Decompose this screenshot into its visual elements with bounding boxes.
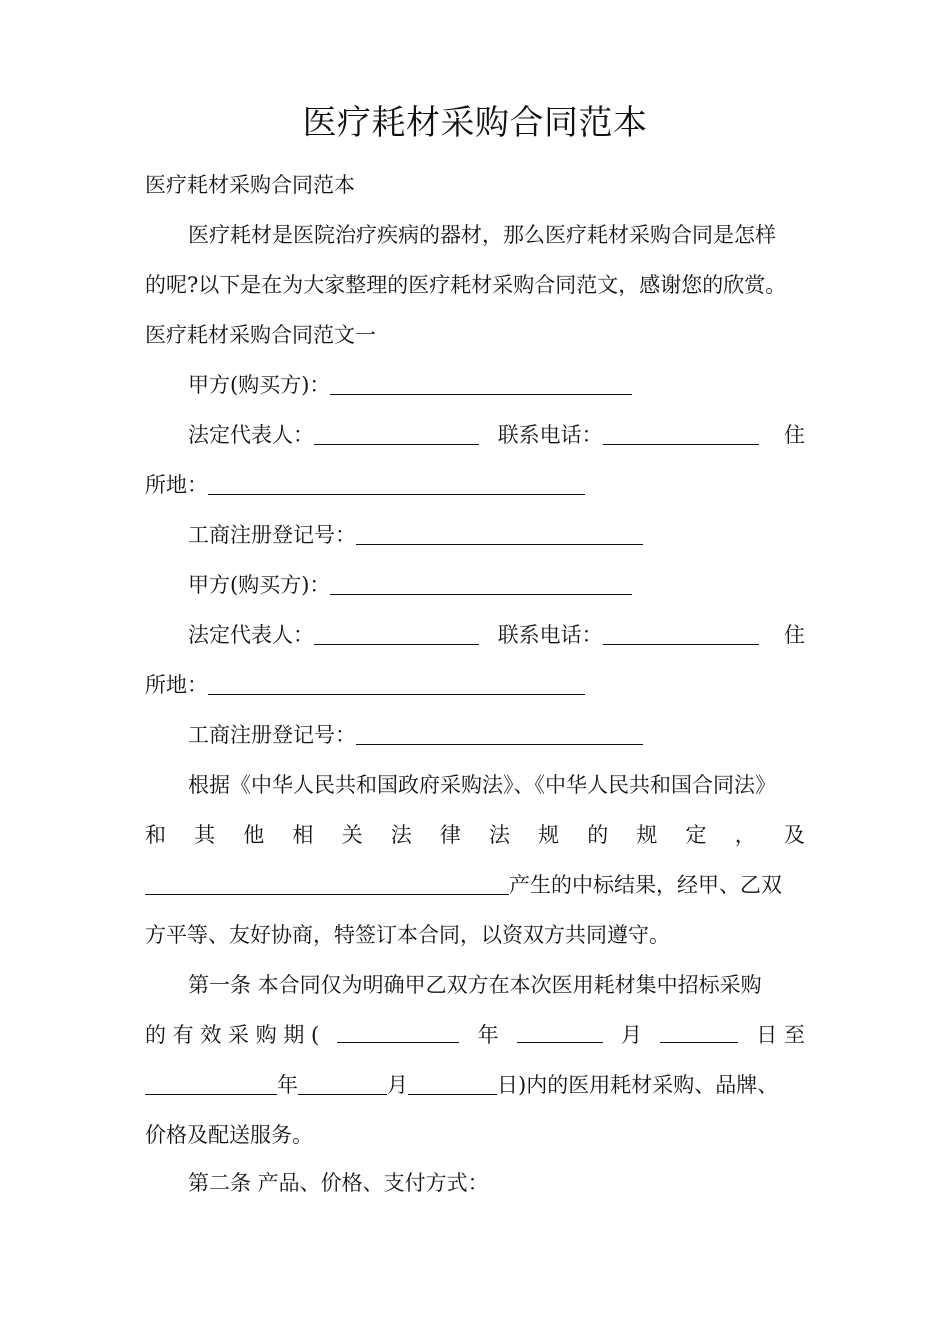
basis-line-1: 根据《中华人民共和国政府采购法》、《中华人民共和国合同法》 — [188, 773, 776, 797]
address-label: 所地： — [145, 673, 208, 697]
basis-char: 及 — [783, 823, 805, 847]
article-1-line-3-text: 日)内的医用耗材采购、品牌、 — [497, 1073, 779, 1097]
day-to-label: 日 至 — [756, 1023, 805, 1047]
article-2-line-1: 第二条 产品、价格、支付方式： — [188, 1171, 489, 1195]
basis-char: 法 — [488, 823, 510, 847]
legal-rep-blank — [314, 422, 479, 445]
reg-blank — [356, 522, 643, 545]
period-label: 的 有 效 采 购 期 ( — [145, 1023, 320, 1047]
basis-char: 相 — [292, 823, 314, 847]
basis-line-3 — [145, 870, 782, 900]
year-label: 年 — [277, 1073, 298, 1097]
buyer-row — [188, 570, 632, 600]
address-label: 所地： — [145, 473, 208, 497]
address-row — [145, 470, 585, 500]
reg-blank — [356, 722, 643, 745]
basis-char: 规 — [636, 823, 658, 847]
legal-rep-row — [188, 620, 805, 650]
basis-char: 法 — [390, 823, 412, 847]
basis-char: 律 — [439, 823, 461, 847]
month-label: 月 — [620, 1023, 642, 1047]
basis-line-3-text: 产生的中标结果，经甲、乙双 — [509, 873, 782, 897]
article-1-line-3 — [145, 1070, 778, 1100]
basis-char: 其 — [194, 823, 216, 847]
subtitle: 医疗耗材采购合同范本 — [145, 173, 355, 197]
intro-line-1: 医疗耗材是医院治疗疾病的器材，那么医疗耗材采购合同是怎样 — [188, 223, 776, 247]
address-blank — [208, 672, 585, 695]
buyer-blank — [330, 372, 632, 395]
reg-row — [188, 520, 643, 550]
reg-label: 工商注册登记号： — [188, 523, 356, 547]
project-blank — [145, 872, 509, 895]
start-day-blank — [660, 1020, 738, 1043]
end-month-blank — [298, 1072, 387, 1095]
start-year-blank — [337, 1020, 459, 1043]
basis-char: ， — [734, 823, 756, 847]
year-label: 年 — [477, 1023, 499, 1047]
phone-label: 联系电话： — [497, 423, 603, 447]
section-title: 医疗耗材采购合同范文一 — [145, 323, 376, 347]
basis-char: 规 — [538, 823, 560, 847]
start-month-blank — [517, 1020, 603, 1043]
end-year-blank — [145, 1072, 277, 1095]
phone-blank — [603, 622, 759, 645]
month-label: 月 — [387, 1073, 408, 1097]
address-label-start: 住 — [784, 423, 805, 447]
article-1-line-2 — [145, 1020, 805, 1050]
buyer-blank — [330, 572, 632, 595]
legal-rep-label: 法定代表人： — [188, 423, 314, 447]
article-1-line-4: 价格及配送服务。 — [145, 1123, 313, 1147]
basis-char: 关 — [341, 823, 363, 847]
basis-char: 和 — [145, 823, 166, 847]
basis-line-4: 方平等、友好协商，特签订本合同，以资双方共同遵守。 — [145, 923, 670, 947]
buyer-label: 甲方(购买方)： — [188, 373, 331, 397]
intro-line-2: 的呢?以下是在为大家整理的医疗耗材采购合同范文，感谢您的欣赏。 — [145, 273, 787, 297]
basis-line-2 — [145, 820, 805, 850]
address-blank — [208, 472, 585, 495]
reg-row — [188, 720, 643, 750]
article-1-line-1: 第一条 本合同仅为明确甲乙双方在本次医用耗材集中招标采购 — [188, 973, 762, 997]
buyer-row — [188, 370, 632, 400]
legal-rep-blank — [314, 622, 479, 645]
address-row — [145, 670, 585, 700]
end-day-blank — [408, 1072, 497, 1095]
basis-char: 的 — [587, 823, 609, 847]
address-label-start: 住 — [784, 623, 805, 647]
basis-char: 他 — [243, 823, 265, 847]
basis-char: 定 — [685, 823, 707, 847]
phone-blank — [603, 422, 759, 445]
reg-label: 工商注册登记号： — [188, 723, 356, 747]
legal-rep-label: 法定代表人： — [188, 623, 314, 647]
document-title: 医疗耗材采购合同范本 — [302, 103, 648, 143]
buyer-label: 甲方(购买方)： — [188, 573, 331, 597]
phone-label: 联系电话： — [497, 623, 603, 647]
legal-rep-row — [188, 420, 805, 450]
